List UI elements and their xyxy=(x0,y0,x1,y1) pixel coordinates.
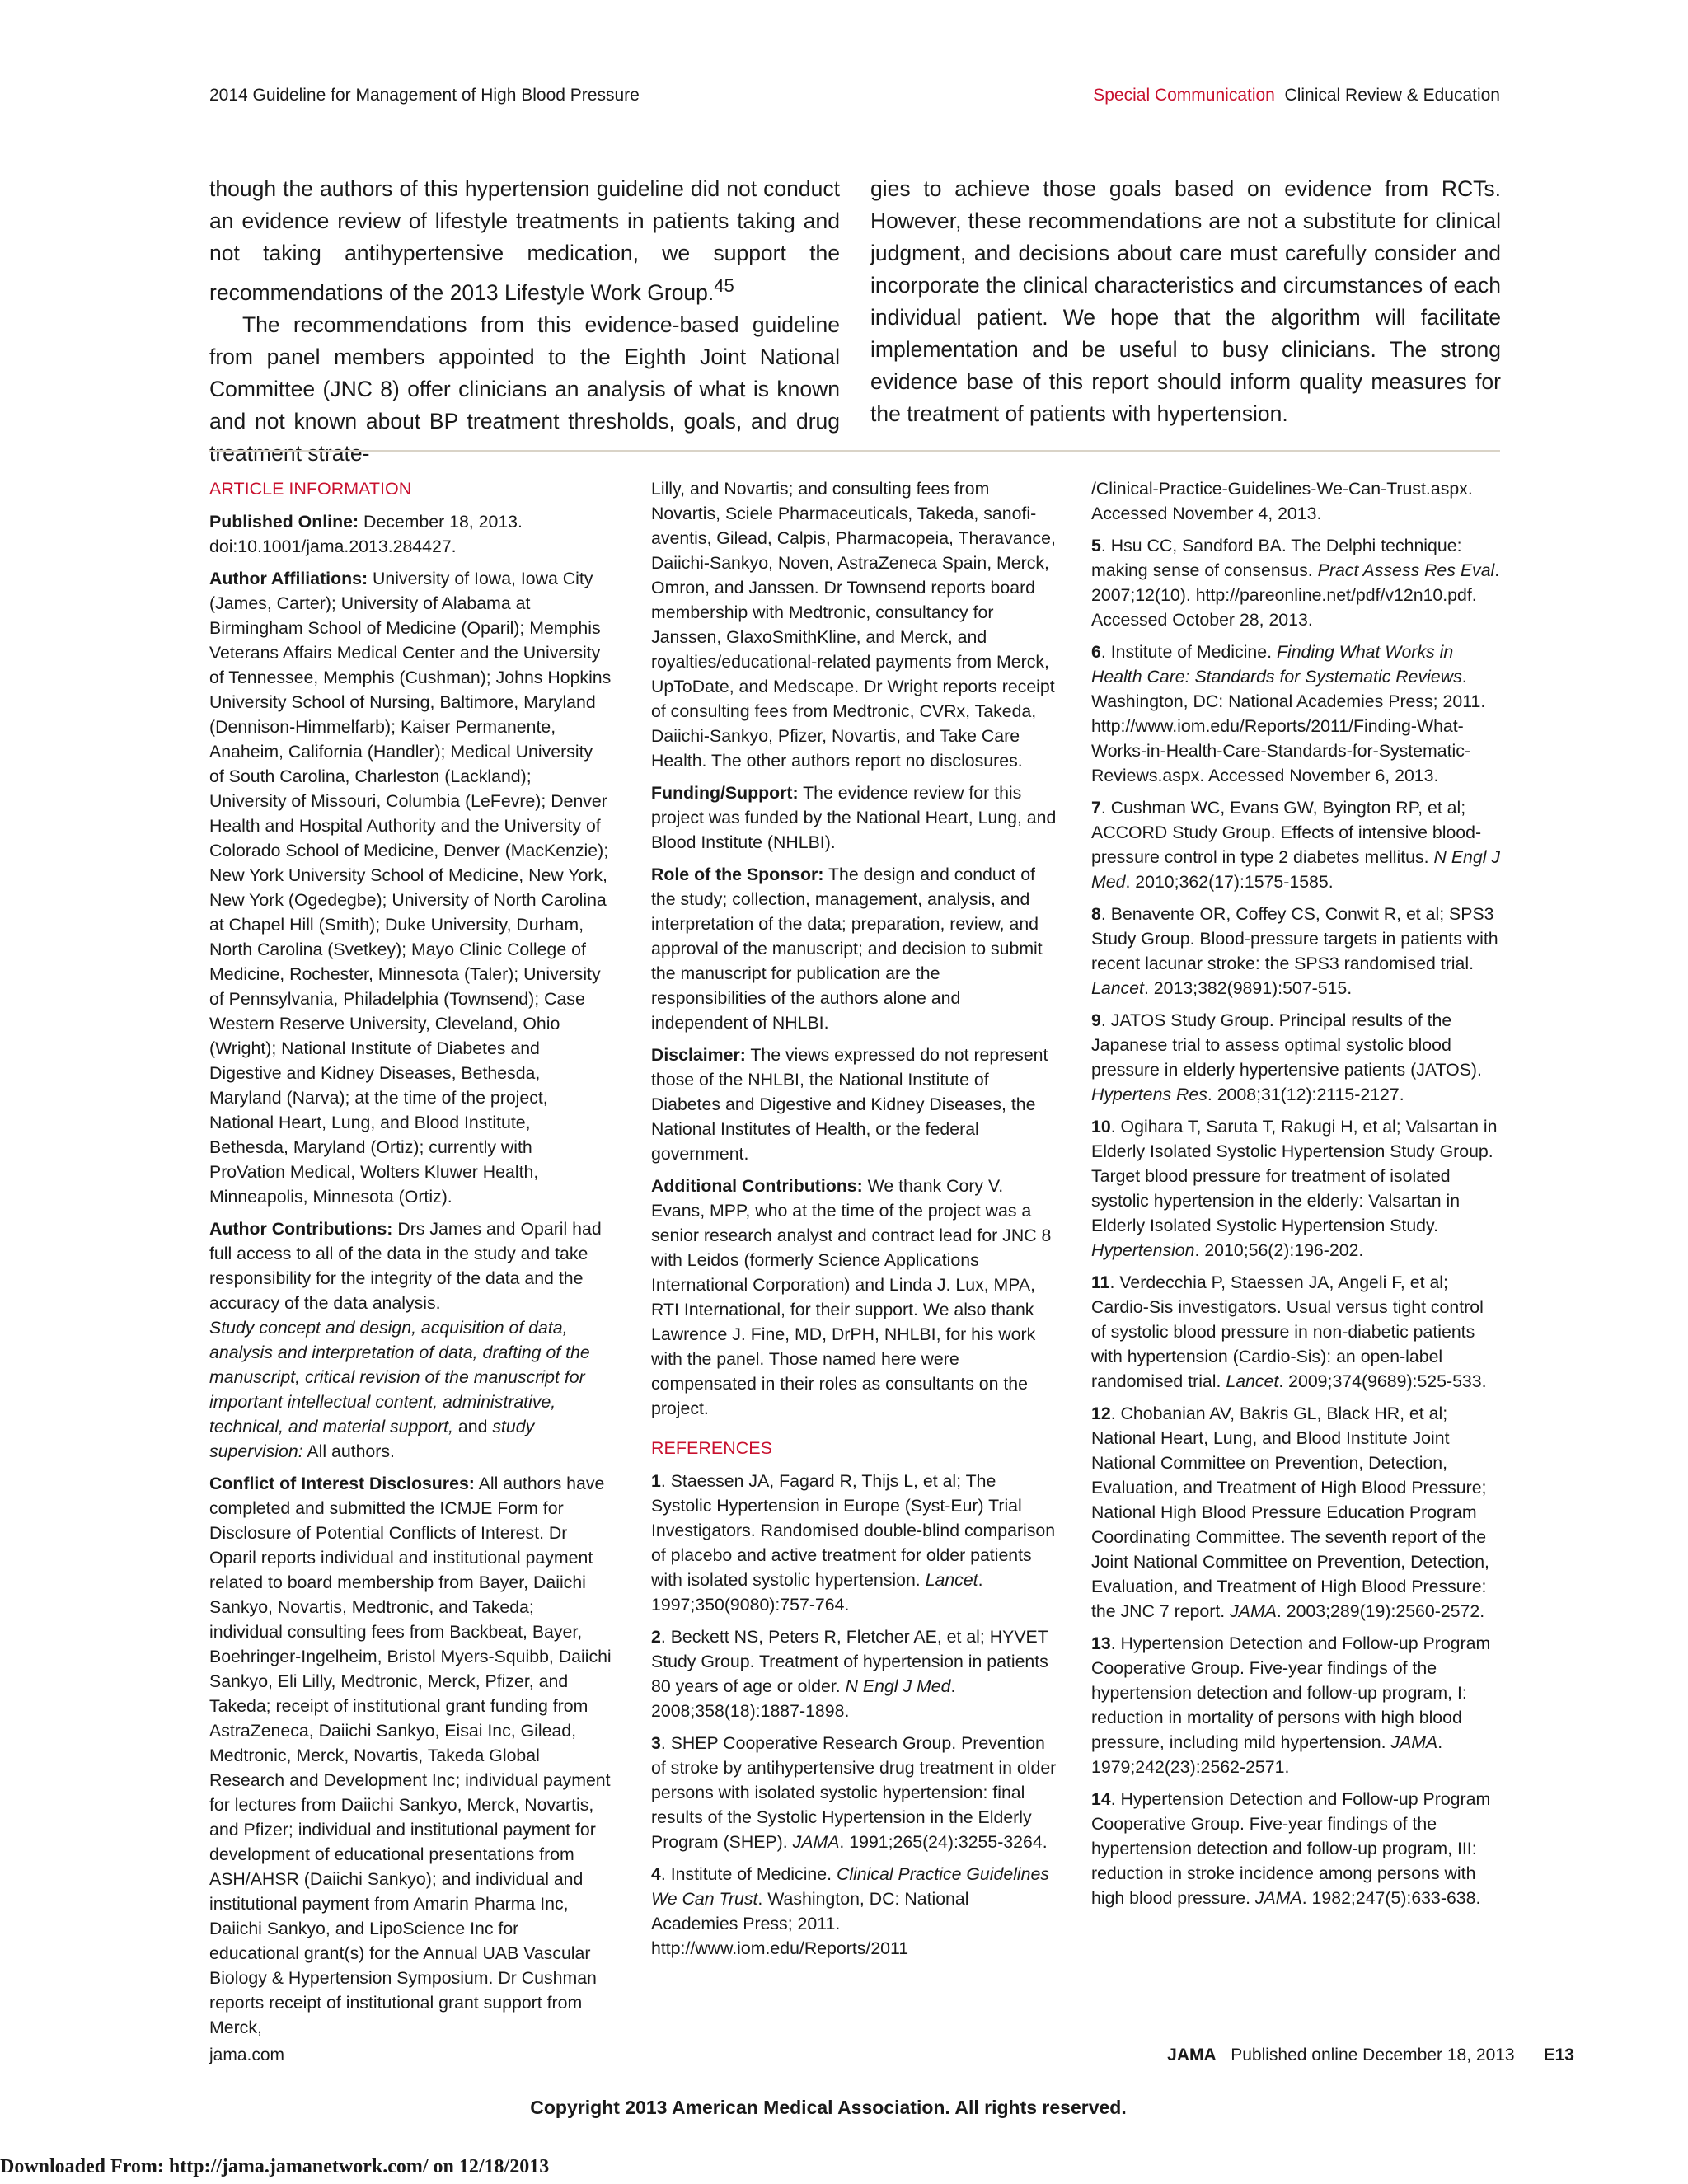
copyright-notice: Copyright 2013 American Medical Association. All rights reserved. xyxy=(530,2097,1127,2118)
section-label xyxy=(1093,86,1500,105)
reference-number: 10 xyxy=(1091,1117,1111,1137)
back-matter-column-2 xyxy=(651,476,1058,1968)
reference-item: 2. Beckett NS, Peters R, Fletcher AE, et al; HYVET Study Group. Treatment of hypertension in patients 80 years of age or older. N Engl J Med. 2008;358(18):1887-1898. xyxy=(651,1627,1048,1721)
reference-item: 6. Institute of Medicine. Finding What Works in Health Care: Standards for Systematic Reviews. Washington, DC: National Academies Press; 2011. http://www.iom.edu/Reports/2011/Finding-What-Works-in-Health-Care-Standards-for-Systematic-Reviews.aspx. Accessed November 6, 2013. xyxy=(1091,642,1486,785)
author-contributions: Author Contributions: Drs James and Oparil had full access to all of the data in the study and take responsibility for the integrity of the data and the accuracy of the data analysis. Study concept and design, acquisition of data, analysis and interpretation of data, drafting of the manuscript, critical revision of the manuscript for important intellectual content, administrative, technical, and material support, and study supervision: All authors. xyxy=(209,1219,602,1461)
reference-number: 8 xyxy=(1091,904,1101,924)
reference-list xyxy=(1091,476,1500,1910)
conflict-of-interest-continued: Lilly, and Novartis; and consulting fees from Novartis, Sciele Pharmaceuticals, Takeda, sanofi-aventis, Gilead, Calpis, Pharmacopeia, Theravance, Daiichi-Sankyo, Noven, AstraZeneca Spain, Merck, Omron, and Janssen. Dr Townsend reports board membership with Medtronic, consultancy for Janssen, GlaxoSmithKline, and Merck, and royalties/educational-related payments from Merck, UpToDate, and Medscape. Dr Wright reports receipt of consulting fees from Medtronic, CVRx, Takeda, Daiichi-Sankyo, Pfizer, Novartis, and Take Care Health. The other authors report no disclosures. xyxy=(651,479,1056,771)
reference-item: 8. Benavente OR, Coffey CS, Conwit R, et al; SPS3 Study Group. Blood-pressure targets in patients with recent lacunar stroke: the SPS3 randomised trial. Lancet. 2013;382(9891):507-515. xyxy=(1091,904,1498,998)
reference-number: 4 xyxy=(651,1864,661,1884)
section-category: Clinical Review & Education xyxy=(1284,86,1500,105)
reference-item: 12. Chobanian AV, Bakris GL, Black HR, et al; National Heart, Lung, and Blood Institute Joint National Committee on Prevention, Detection, Evaluation, and Treatment of High Blood Pressure; National High Blood Pressure Education Program Coordinating Committee. The seventh report of the Joint National Committee on Prevention, Detection, Evaluation, and Treatment of High Blood Pressure: the JNC 7 report. JAMA. 2003;289(19):2560-2572. xyxy=(1091,1404,1489,1621)
intro-paragraph: though the authors of this hypertension guideline did not conduct an evidence review of lifestyle treatments in patients taking and not taking antihypertensive medication, we support the recommendations of the 2013 Lifestyle Work Group.$^{45}$ xyxy=(209,176,840,305)
reference-item: 1. Staessen JA, Fagard R, Thijs L, et al; The Systolic Hypertension in Europe (Syst-Eur) Trial Investigators. Randomised double-blind comparison of placebo and active treatment for older patients with isolated systolic hypertension. Lancet. 1997;350(9080):757-764. xyxy=(651,1471,1056,1615)
citation-ref: 45 xyxy=(714,275,734,296)
conflict-of-interest: Conflict of Interest Disclosures: All authors have completed and submitted the ICMJE Form for Disclosure of Potential Conflicts of Interest. Dr Oparil reports individual and institutional payment related to board membership from Bayer, Daiichi Sankyo, Novartis, Medtronic, and Takeda; individual consulting fees from Backbeat, Bayer, Boehringer-Ingelheim, Bristol Myers-Squibb, Daiichi Sankyo, Eli Lilly, Medtronic, Merck, Pfizer, and Takeda; receipt of institutional grant funding from AstraZeneca, Daiichi Sankyo, Eisai Inc, Gilead, Medtronic, Merck, Novartis, Takeda Global Research and Development Inc; individual payment for lectures from Daiichi Sankyo, Merck, Novartis, and Pfizer; individual and institutional payment for development of educational presentations from ASH/AHSR (Daiichi Sankyo); and individual and institutional payment from Amarin Pharma Inc, Daiichi Sankyo, and LipoScience Inc for educational grant(s) for the Annual UAB Vascular Biology & Hypertension Symposium. Dr Cushman reports receipt of institutional grant support from Merck, xyxy=(209,1474,612,2037)
doi: doi:10.1001/jama.2013.284427. xyxy=(209,537,457,556)
reference-list xyxy=(651,1469,1058,1961)
reference-number: 11 xyxy=(1091,1272,1110,1292)
reference-number: 12 xyxy=(1091,1404,1111,1423)
back-matter-column-1 xyxy=(209,476,612,2047)
section-divider xyxy=(209,450,1500,452)
reference-number: 14 xyxy=(1091,1789,1111,1809)
references-heading: REFERENCES xyxy=(651,1438,772,1458)
role-of-sponsor: Role of the Sponsor: The design and conduct of the study; collection, management, analysis, and interpretation of the data; preparation, review, and approval of the manuscript; and decision to submit the manuscript for publication are the responsibilities of the authors alone and independent of NHLBI. xyxy=(651,865,1043,1033)
site-link[interactable]: jama.com xyxy=(209,2046,285,2064)
back-matter-column-3 xyxy=(1091,476,1500,1918)
reference-item: 13. Hypertension Detection and Follow-up Program Cooperative Group. Five-year findings of the hypertension detection and follow-up program, I: reduction in mortality of persons with high blood pressure, including mild hypertension. JAMA. 1979;242(23):2562-2571. xyxy=(1091,1633,1491,1777)
published-online: Published Online: December 18, 2013. doi:10.1001/jama.2013.284427. xyxy=(209,512,523,556)
reference-item: 9. JATOS Study Group. Principal results of the Japanese trial to assess optimal systolic blood pressure in elderly hypertensive patients (JATOS). Hypertens Res. 2008;31(12):2115-2127. xyxy=(1091,1010,1482,1104)
footer-meta xyxy=(1167,2046,1574,2065)
reference-number: 13 xyxy=(1091,1633,1111,1653)
download-stamp: Downloaded From: http://jama.jamanetwork.com/ on 12/18/2013 xyxy=(0,2156,550,2177)
author-affiliations: Author Affiliations: University of Iowa, Iowa City (James, Carter); University of Alabama at Birmingham School of Medicine (Oparil); Memphis Veterans Affairs Medical Center and the University of Tennessee, Memphis (Cushman); Johns Hopkins University School of Nursing, Baltimore, Maryland (Dennison-Himmelfarb); Kaiser Permanente, Anaheim, California (Handler); Medical University of South Carolina, Charleston (Lackland); University of Missouri, Columbia (LeFevre); Denver Health and Hospital Authority and the University of Colorado School of Medicine, Denver (MacKenzie); New York University School of Medicine, New York, New York (Ogedegbe); University of North Carolina at Chapel Hill (Smith); Duke University, Durham, North Carolina (Svetkey); Mayo Clinic College of Medicine, Rochester, Minnesota (Taler); University of Pennsylvania, Philadelphia (Townsend); Case Western Reserve University, Cleveland, Ohio (Wright); National Institute of Diabetes and Digestive and Kidney Diseases, Bethesda, Maryland (Narva); at the time of the project, National Heart, Lung, and Blood Institute, Bethesda, Maryland (Ortiz); currently with ProVation Medical, Wolters Kluwer Health, Minneapolis, Minnesota (Ortiz). xyxy=(209,569,612,1207)
reference-item: 14. Hypertension Detection and Follow-up Program Cooperative Group. Five-year findings of the hypertension detection and follow-up program, III: reduction in stroke incidence among persons with high blood pressure. JAMA. 1982;247(5):633-638. xyxy=(1091,1789,1491,1908)
intro-column-right xyxy=(870,173,1501,430)
reference-item: 7. Cushman WC, Evans GW, Byington RP, et al; ACCORD Study Group. Effects of intensive blood-pressure control in type 2 diabetes mellitus. N Engl J Med. 2010;362(17):1575-1585. xyxy=(1091,798,1501,892)
reference-number: 1 xyxy=(651,1471,661,1491)
additional-contributions: Additional Contributions: We thank Cory V. Evans, MPP, who at the time of the project was a senior research analyst and contract lead for JNC 8 with Leidos (formerly Science Applications International Corporation) and Linda J. Lux, MPA, RTI International, for their support. We also thank Lawrence J. Fine, MD, DrPH, NHLBI, for his work with the panel. Those named here were compensated in their roles as consultants on the project. xyxy=(651,1176,1052,1418)
publication-date: Published online December 18, 2013 xyxy=(1231,2046,1515,2064)
reference-item: 11. Verdecchia P, Staessen JA, Angeli F, et al; Cardio-Sis investigators. Usual versus tight control of systolic blood pressure in non-diabetic patients with hypertension (Cardio-Sis): an open-label randomised trial. Lancet. 2009;374(9689):525-533. xyxy=(1091,1272,1487,1391)
intro-paragraph: gies to achieve those goals based on evidence from RCTs. However, these recommendations are not a substitute for clinical judgment, and decisions about care must carefully consider and incorporate the clinical characteristics and circumstances of each individual patient. We hope that the algorithm will facilitate implementation and be useful to busy clinicians. The strong evidence base of this report should inform quality measures for the treatment of patients with hypertension. xyxy=(870,176,1501,426)
reference-item: 3. SHEP Cooperative Research Group. Prevention of stroke by antihypertensive drug treatment in older persons with isolated systolic hypertension: final results of the Systolic Hypertension in the Elderly Program (SHEP). JAMA. 1991;265(24):3255-3264. xyxy=(651,1733,1057,1852)
article-info-heading: ARTICLE INFORMATION xyxy=(209,479,412,499)
reference-item: /Clinical-Practice-Guidelines-We-Can-Trust.aspx. Accessed November 4, 2013. xyxy=(1091,479,1473,523)
intro-column-left xyxy=(209,173,840,470)
journal-name: JAMA xyxy=(1167,2046,1217,2064)
running-title: 2014 Guideline for Management of High Blood Pressure xyxy=(209,86,640,105)
reference-number: 6 xyxy=(1091,642,1101,662)
reference-item: 4. Institute of Medicine. Clinical Practice Guidelines We Can Trust. Washington, DC: National Academies Press; 2011. http://www.iom.edu/Reports/2011 xyxy=(651,1864,1049,1958)
page-number: E13 xyxy=(1543,2046,1574,2064)
reference-item: 5. Hsu CC, Sandford BA. The Delphi technique: making sense of consensus. Pract Assess Res Eval. 2007;12(10). http://pareonline.net/pdf/v12n10.pdf. Accessed October 28, 2013. xyxy=(1091,536,1500,630)
running-header xyxy=(209,86,1500,110)
reference-number: 5 xyxy=(1091,536,1101,555)
reference-number: 7 xyxy=(1091,798,1101,818)
intro-paragraph: The recommendations from this evidence-based guideline from panel members appointed to the Eighth Joint National Committee (JNC 8) offer clinicians an analysis of what is known and not known about BP treatment thresholds, goals, and drug treatment strate- xyxy=(209,312,840,466)
reference-number: 3 xyxy=(651,1733,661,1753)
reference-item: 10. Ogihara T, Saruta T, Rakugi H, et al; Valsartan in Elderly Isolated Systolic Hypertension Study Group. Target blood pressure for treatment of isolated systolic hypertension in the elderly: Valsartan in Elderly Isolated Systolic Hypertension Study. Hypertension. 2010;56(2):196-202. xyxy=(1091,1117,1498,1260)
section-type: Special Communication xyxy=(1093,86,1275,105)
reference-number: 9 xyxy=(1091,1010,1101,1030)
page-footer xyxy=(209,2046,1574,2070)
funding-support: Funding/Support: The evidence review for this project was funded by the National Heart, Lung, and Blood Institute (NHLBI). xyxy=(651,783,1057,852)
disclaimer: Disclaimer: The views expressed do not represent those of the NHLBI, the National Institute of Diabetes and Digestive and Kidney Diseases, the National Institutes of Health, or the federal government. xyxy=(651,1045,1048,1164)
reference-number: 2 xyxy=(651,1627,661,1647)
